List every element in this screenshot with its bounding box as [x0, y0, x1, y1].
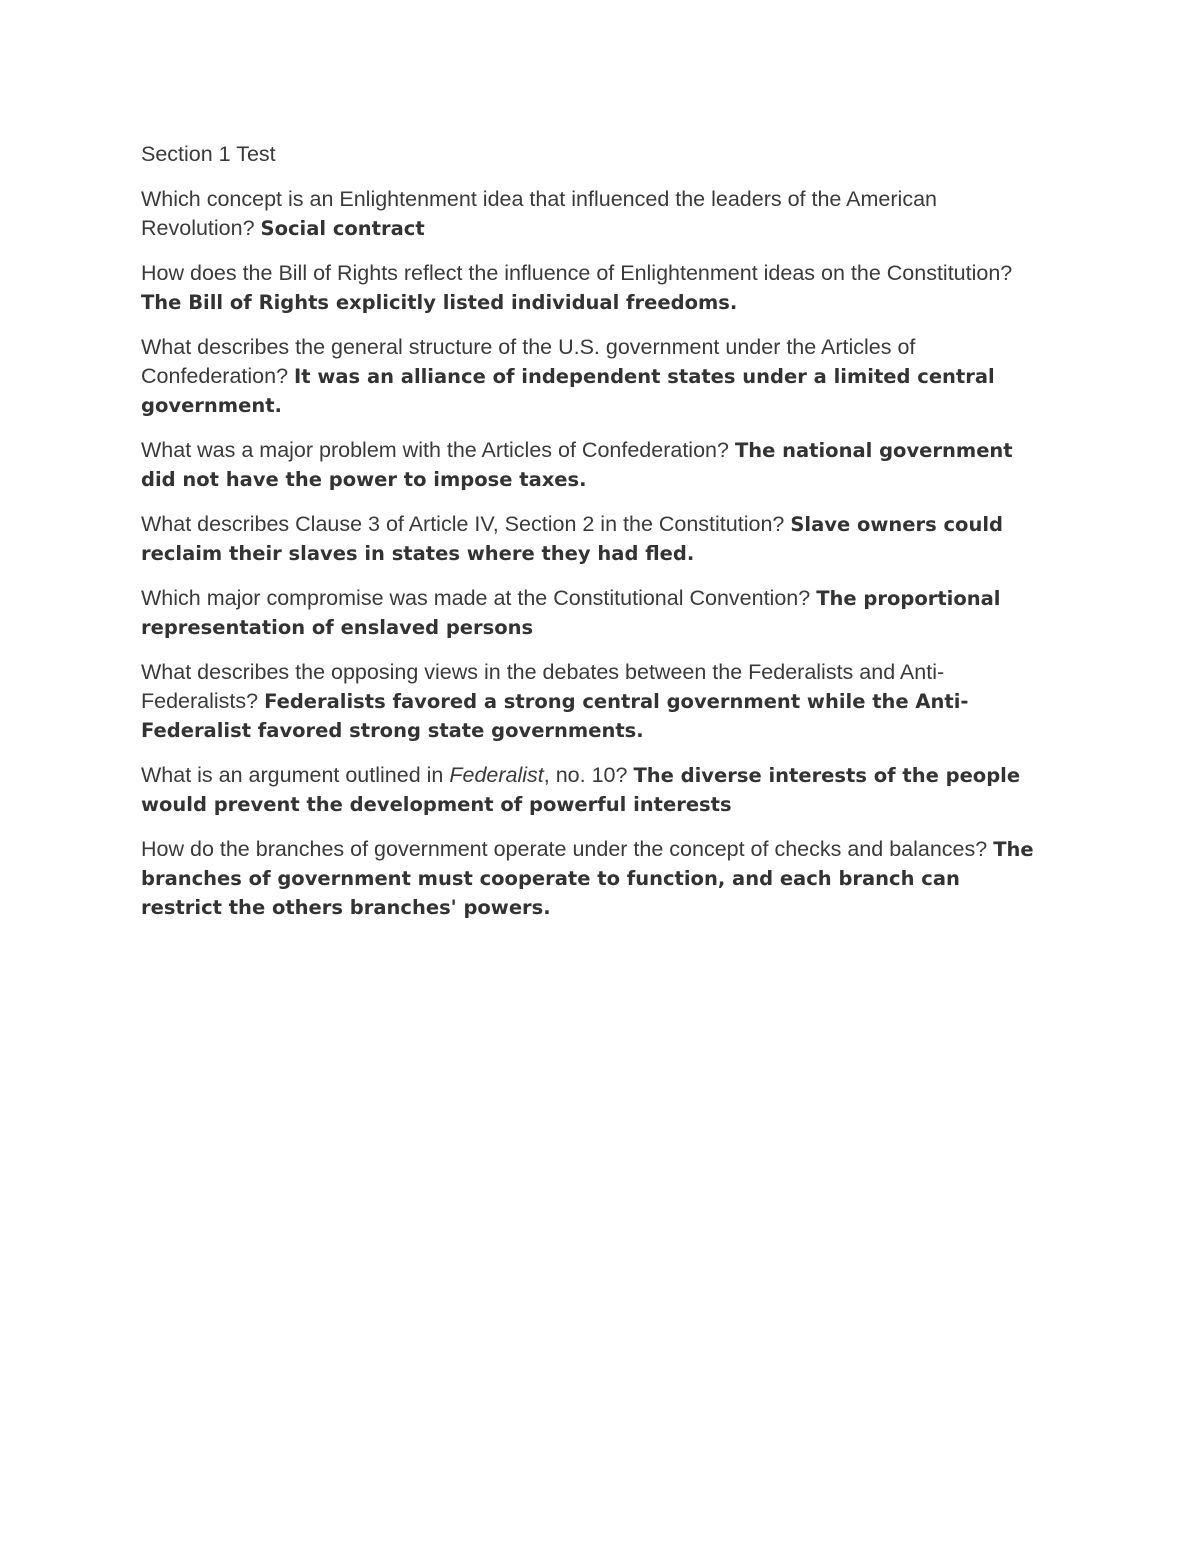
qa-item-9: [141, 835, 1041, 922]
question-text-suffix: , no. 10?: [543, 763, 628, 787]
document-content: [141, 140, 1041, 938]
question-text: What describes the opposing views in the debates between the Federalists and Anti-Federalists?: [141, 660, 945, 713]
answer-text: It was an alliance of independent states under a limited central government.: [141, 365, 995, 417]
question-text: What describes the general structure of the U.S. government under the Articles of Confederation?: [141, 335, 916, 388]
answer-text: Federalists favored a strong central government while the Anti-Federalist favored strong state governments.: [141, 690, 969, 742]
qa-item-4: [141, 436, 1041, 494]
answer-text: Slave owners could reclaim their slaves in states where they had fled.: [141, 513, 1003, 565]
answer-text: The diverse interests of the people would prevent the development of powerful interests: [141, 764, 1021, 816]
question-text: How does the Bill of Rights reflect the influence of Enlightenment ideas on the Constitution?: [141, 261, 1013, 285]
question-text: How do the branches of government operate under the concept of checks and balances?: [141, 837, 988, 861]
answer-text: The proportional representation of enslaved persons: [141, 587, 1001, 639]
qa-item-5: [141, 510, 1041, 568]
question-text-italic: Federalist: [449, 763, 544, 787]
question-text: What describes Clause 3 of Article IV, Section 2 in the Constitution?: [141, 512, 785, 536]
question-text: What was a major problem with the Articles of Confederation?: [141, 438, 729, 462]
answer-text: The branches of government must cooperate to function, and each branch can restrict the others branches' powers.: [141, 838, 1034, 919]
qa-item-2: [141, 259, 1041, 317]
qa-item-8: [141, 761, 1041, 819]
question-text: Which major compromise was made at the Constitutional Convention?: [141, 586, 811, 610]
answer-text: The Bill of Rights explicitly listed individual freedoms.: [141, 291, 738, 314]
answer-text: The national government did not have the power to impose taxes.: [141, 439, 1013, 491]
qa-item-7: [141, 658, 1041, 745]
question-text-prefix: What is an argument outlined in: [141, 763, 444, 787]
question-text: Which concept is an Enlightenment idea that influenced the leaders of the American Revolution?: [141, 187, 937, 240]
qa-item-3: [141, 333, 1041, 420]
answer-text: Social contract: [260, 217, 425, 240]
qa-item-6: [141, 584, 1041, 642]
page-title: Section 1 Test: [141, 142, 276, 166]
qa-item-1: [141, 185, 1041, 243]
